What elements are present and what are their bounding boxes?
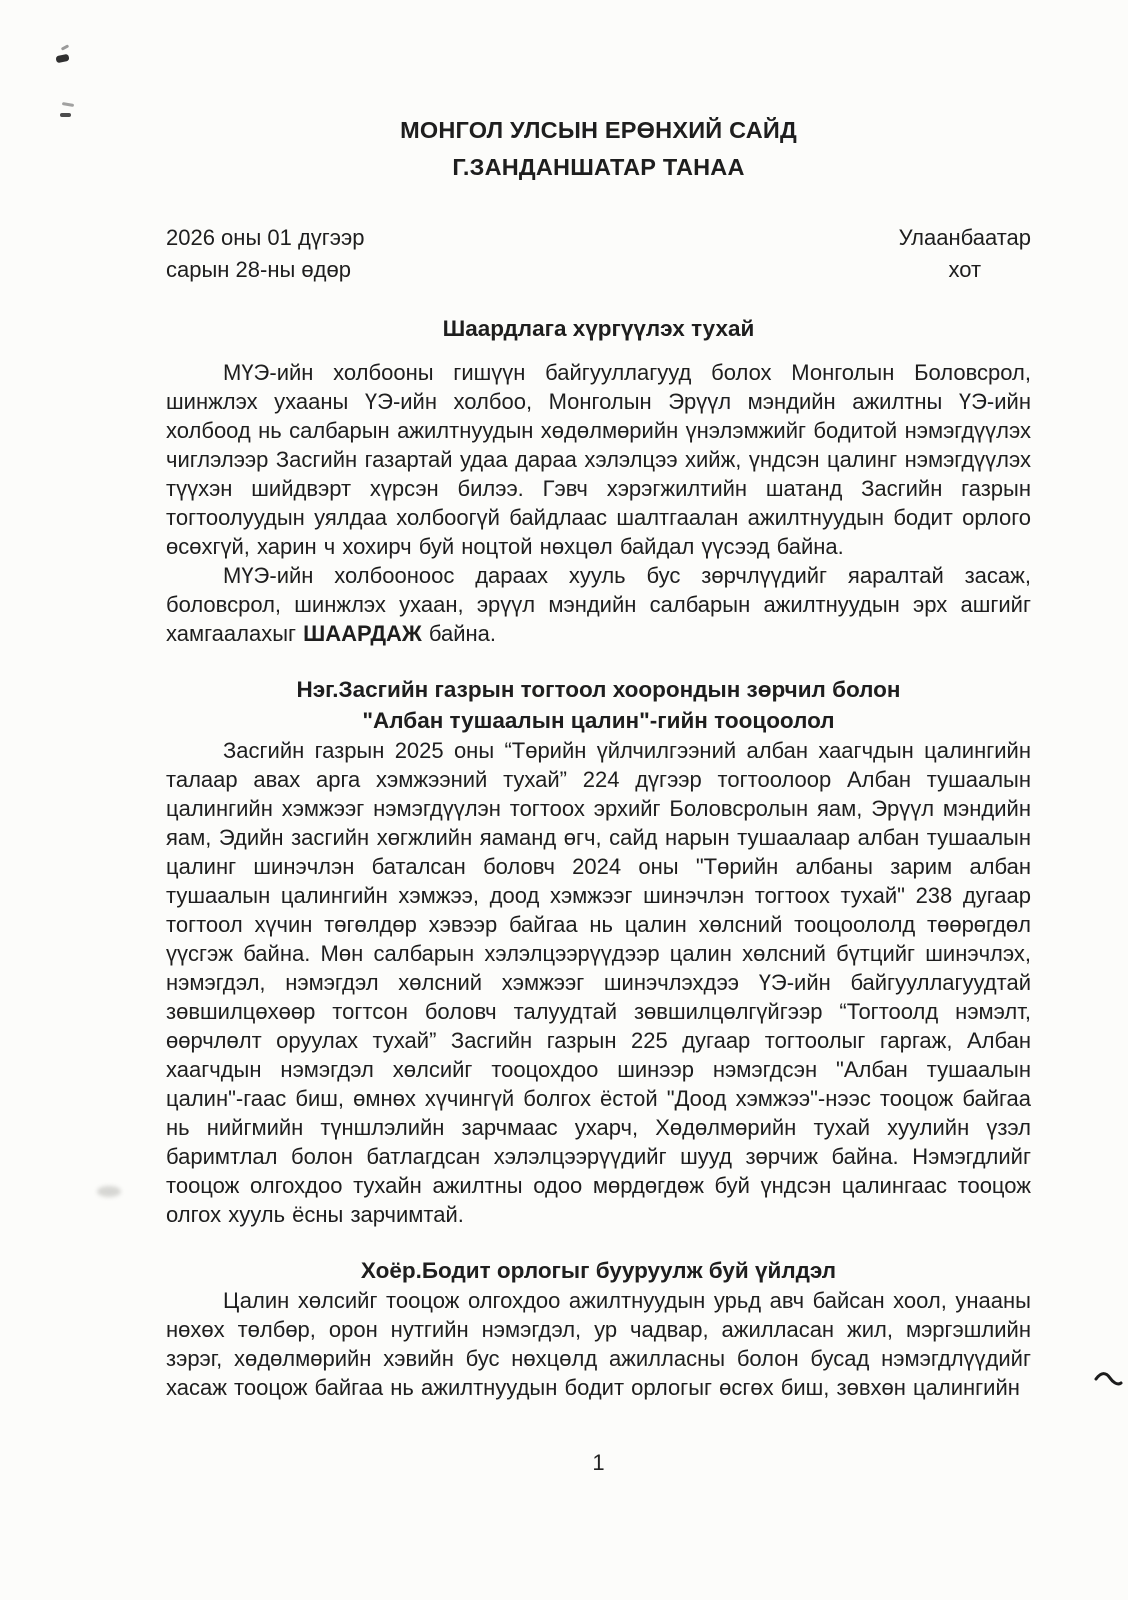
subject-title: Шаардлага хүргүүлэх тухай — [442, 316, 755, 341]
scan-smudge-icon — [97, 1186, 121, 1197]
document-body — [166, 358, 1031, 1402]
dateline-row — [166, 222, 1031, 286]
date-line-2: сарын 28-ны өдөр — [166, 257, 351, 282]
pen-stroke-icon — [1094, 1370, 1124, 1392]
paragraph-2-text-end: байна. — [421, 621, 497, 646]
section-1-title — [166, 674, 1031, 736]
paragraph-4: Цалин хөлсийг тооцож олгохдоо ажилтнуудын урьд авч байсан хоол, унааны нөхөх төлбөр, орон нутгийн нэмэгдэл, ур чадвар, ажилласан жил, мэргэшлийн зэрэг, хөдөлмөрийн хэвийн бус нөхцөлд ажилласны болон бусад нэмэгдлүүдийг хасаж тооцож байгаа нь ажилтнуудын бодит орлогыг өсгөх биш, зөвхөн цалингийн — [166, 1288, 1031, 1400]
section-1-title-line-1: Нэг.Засгийн газрын тогтоол хоорондын зөрчил болон — [296, 677, 901, 702]
page-number: 1 — [592, 1450, 605, 1475]
paragraph-3: Засгийн газрын 2025 оны “Төрийн үйлчилгээний албан хаагчдын цалингийн талаар авах арга хэмжээний тухай” 224 дүгээр тогтоолоор Албан тушаалын цалингийн хэмжээг нэмэгдүүлэн тогтоох эрхийг Боловсролын яам, Эрүүл мэндийн яам, Эдийн засгийн хөгжлийн яаманд өгч, сайд нарын тушаалаар албан тушаалын цалинг шинэчлэн баталсан боловч 2024 оны "Төрийн албаны зарим албан тушаалын цалингийн хэмжээ, доод хэмжээг шинэчлэн тогтоох тухай" 238 дугаар тогтоол хүчин төгөлдөр хэвээр байгаа нь цалин хөлсний тооцоололд төөрөгдөл үүсгэж байна. Мөн салбарын хэлэлцээрүүдээр цалин хөлсний бүтцийг шинэчлэх, нэмэгдэл, нэмэгдэл хөлсний хэмжээг шинэчлэхдээ ҮЭ-ийн байгууллагуудтай зөвшилцөхөөр тогтсон боловч талуудтай зөвшилцөлгүйгээр “Тогтоолд нэмэлт, өөрчлөлт оруулах тухай” Засгийн газрын 225 дугаар тогтоолыг гаргаж, Албан хаагчдын нэмэгдэл хөлсийг тооцохдоо шинээр нэмэгдсэн "Албан тушаалын цалин"-гаас биш, өмнөх хүчингүй болгох ёстой "Доод хэмжээ"-нээс тооцож байгаа нь нийгмийн түншлэлийн зарчмаас ухарч, Хөдөлмөрийн тухай хуулийн үзэл баримтлал болон батлагдсан хэлэлцээрүүдийг шууд зөрчиж байна. Нэмэгдлийг тооцож олгохдоо тухайн ажилтны одоо мөрдөгдөж буй үндсэн цалингаас тооцож олгох хууль ёсны зарчимтай. — [166, 738, 1031, 1227]
scan-mark-icon — [55, 54, 69, 64]
recipient-line-2: Г.ЗАНДАНШАТАР ТАНАА — [452, 154, 745, 180]
demand-keyword: ШААРДАЖ — [303, 621, 422, 646]
paragraph-2-text: МҮЭ-ийн холбооноос дараах хууль бус зөрчлүүдийг яаралтай засаж, боловсрол, шинжлэх ухаан, эрүүл мэндийн салбарын ажилтнуудын эрх ашгийг хамгаалахыг — [166, 563, 1031, 646]
scan-mark-icon — [62, 102, 74, 107]
city-line-2: хот — [948, 257, 982, 282]
section-1-title-line-2: "Албан тушаалын цалин"-гийн тооцоолол — [362, 708, 835, 733]
scan-mark-icon — [61, 44, 69, 50]
city-line-1: Улаанбаатар — [898, 225, 1031, 250]
section-2-title: Хоёр.Бодит орлогыг бууруулж буй үйлдэл — [360, 1258, 837, 1283]
recipient-header — [166, 112, 1031, 186]
recipient-line-1: МОНГОЛ УЛСЫН ЕРӨНХИЙ САЙД — [400, 117, 797, 143]
city-block — [899, 222, 1031, 286]
date-line-1: 2026 оны 01 дүгээр — [166, 225, 365, 250]
scan-mark-icon — [60, 113, 71, 117]
paragraph-2 — [166, 561, 1031, 648]
date-block — [166, 222, 365, 286]
paragraph-1: МҮЭ-ийн холбооны гишүүн байгууллагууд болох Монголын Боловсрол, шинжлэх ухааны ҮЭ-ийн холбоо, Монголын Эрүүл мэндийн ажилтны ҮЭ-ийн холбоод нь салбарын ажилтнуудын хөдөлмөрийн үнэлэмжийг бодитой нэмэгдүүлэх чиглэлээр Засгийн газартай удаа дараа хэлэлцээ хийж, үндсэн цалинг нэмэгдүүлэх түүхэн шийдвэрт хүрсэн билээ. Гэвч хэрэгжилтийн шатанд Засгийн газрын тогтоолуудын уялдаа холбоогүй байдлаас шалтгаалан ажилтнуудын бодит орлого өсөхгүй, харин ч хохирч буй ноцтой нөхцөл байдал үүсээд байна. — [166, 360, 1031, 559]
